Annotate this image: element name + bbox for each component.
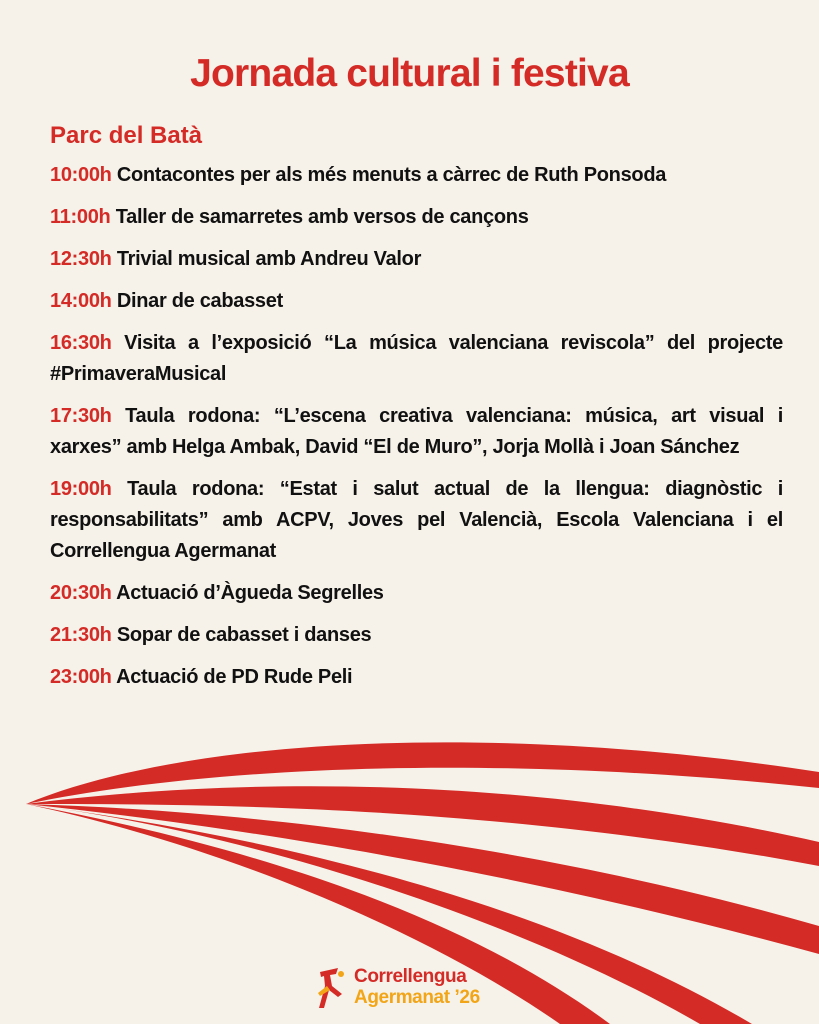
schedule-item xyxy=(50,401,783,463)
event-time: 21:30h xyxy=(50,624,112,646)
schedule-item xyxy=(50,578,783,609)
schedule-item xyxy=(50,662,783,693)
event-description: Taller de samarretes amb versos de cançons xyxy=(110,206,529,228)
schedule-item xyxy=(50,160,783,191)
event-description: Taula rodona: “Estat i salut actual de la llengua: diagnòstic i responsabilitats” amb ACPV, Joves pel Valencià, Escola Valenciana i el Correllengua Agermanat xyxy=(50,478,783,562)
runner-icon xyxy=(316,966,350,1010)
correllengua-logo xyxy=(316,964,516,1014)
schedule-item xyxy=(50,328,783,390)
event-description: Taula rodona: “L’escena creativa valenciana: música, art visual i xarxes” amb Helga Ambak, David “El de Muro”, Jorja Mollà i Joan Sánchez xyxy=(50,405,783,458)
event-time: 16:30h xyxy=(50,332,112,354)
schedule-item xyxy=(50,244,783,275)
event-time: 17:30h xyxy=(50,405,112,427)
event-time: 19:00h xyxy=(50,478,112,500)
schedule-list xyxy=(50,160,783,693)
schedule-item xyxy=(50,202,783,233)
event-time: 10:00h xyxy=(50,164,112,186)
venue-heading: Parc del Batà xyxy=(50,122,203,149)
logo-text-line2: Agermanat ’26 xyxy=(354,987,480,1008)
event-time: 20:30h xyxy=(50,582,112,604)
event-description: Contacontes per als més menuts a càrrec de Ruth Ponsoda xyxy=(111,164,667,186)
event-time: 11:00h xyxy=(50,206,111,228)
event-time: 23:00h xyxy=(50,666,112,688)
poster-title: Jornada cultural i festiva xyxy=(190,52,629,95)
event-description: Actuació d’Àgueda Segrelles xyxy=(111,582,384,604)
logo-text-line1: Correllengua xyxy=(354,966,467,987)
event-time: 14:00h xyxy=(50,290,112,312)
event-description: Sopar de cabasset i danses xyxy=(111,624,372,646)
schedule-item xyxy=(50,620,783,651)
event-description: Trivial musical amb Andreu Valor xyxy=(111,248,422,270)
event-time: 12:30h xyxy=(50,248,112,270)
event-description: Actuació de PD Rude Peli xyxy=(111,666,353,688)
event-description: Dinar de cabasset xyxy=(111,290,283,312)
schedule-item xyxy=(50,474,783,567)
schedule-item xyxy=(50,286,783,317)
event-description: Visita a l’exposició “La música valenciana reviscola” del projecte #PrimaveraMusical xyxy=(50,332,783,385)
